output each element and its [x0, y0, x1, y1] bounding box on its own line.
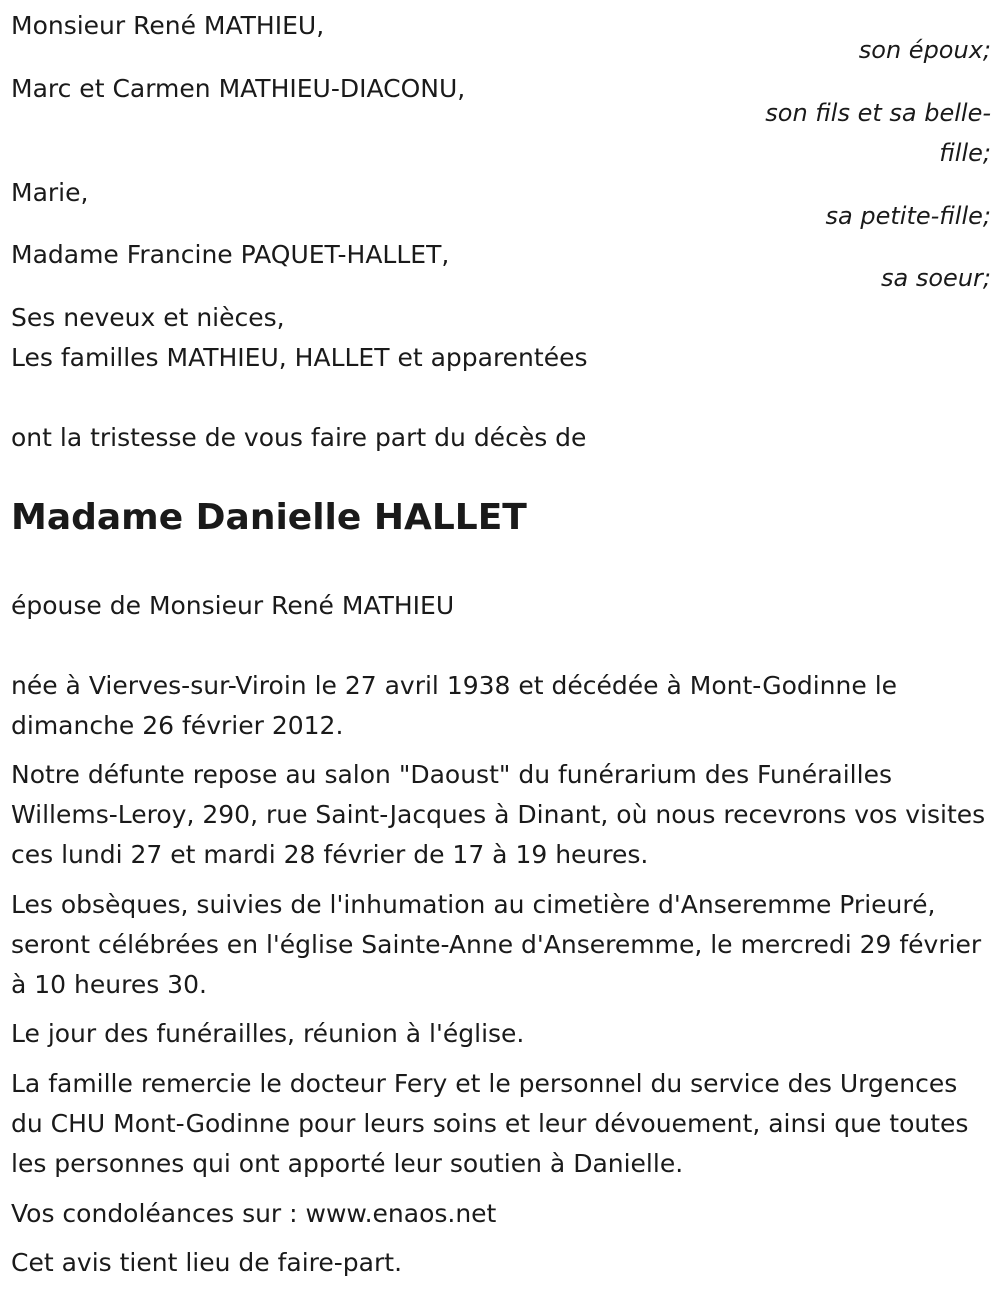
family-member-relation: sa petite-fille;	[825, 202, 991, 230]
announcement: ont la tristesse de vous faire part du décès de	[11, 423, 587, 452]
family-member-name: Monsieur René MATHIEU,	[11, 11, 325, 40]
condolences-line: Vos condoléances sur : www.enaos.net	[11, 1199, 497, 1228]
family-member-relation: fille;	[939, 139, 991, 167]
family-member-name: Madame Francine PAQUET-HALLET,	[11, 240, 450, 269]
closing-line: Cet avis tient lieu de faire-part.	[11, 1248, 403, 1277]
visitation-paragraph: Notre défunte repose au salon "Daoust" du funérarium des Funérailles Willems-Leroy, 290, rue Saint-Jacques à Dinant, où nous recevrons vos visites ces lundi 27 et mardi 28 février de 17 à 19 heures.	[11, 760, 986, 869]
funeral-paragraph: Les obsèques, suivies de l'inhumation au cimetière d'Anseremme Prieuré, seront célébrées en l'église Sainte-Anne d'Anseremme, le mercredi 29 février à 10 heures 30.	[11, 890, 982, 999]
others-line: Les familles MATHIEU, HALLET et apparentées	[11, 343, 588, 372]
spouse-line: épouse de Monsieur René MATHIEU	[11, 591, 455, 620]
others-line: Ses neveux et nièces,	[11, 303, 285, 332]
family-member-relation: son fils et sa belle-	[765, 99, 991, 127]
family-member-relation: sa soeur;	[881, 264, 991, 292]
family-member-name: Marc et Carmen MATHIEU-DIACONU,	[11, 74, 466, 103]
family-member-name: Marie,	[11, 178, 89, 207]
deceased-name: Madame Danielle HALLET	[11, 497, 527, 538]
family-member-relation: son époux;	[858, 36, 991, 64]
birth-death-paragraph: née à Vierves-sur-Viroin le 27 avril 1938 et décédée à Mont-Godinne le dimanche 26 février 2012.	[11, 671, 898, 740]
gathering-paragraph: Le jour des funérailles, réunion à l'église.	[11, 1019, 525, 1048]
thanks-paragraph: La famille remercie le docteur Fery et le personnel du service des Urgences du CHU Mont-Godinne pour leurs soins et leur dévouement, ainsi que toutes les personnes qui ont apporté leur soutien à Danielle.	[11, 1069, 969, 1178]
